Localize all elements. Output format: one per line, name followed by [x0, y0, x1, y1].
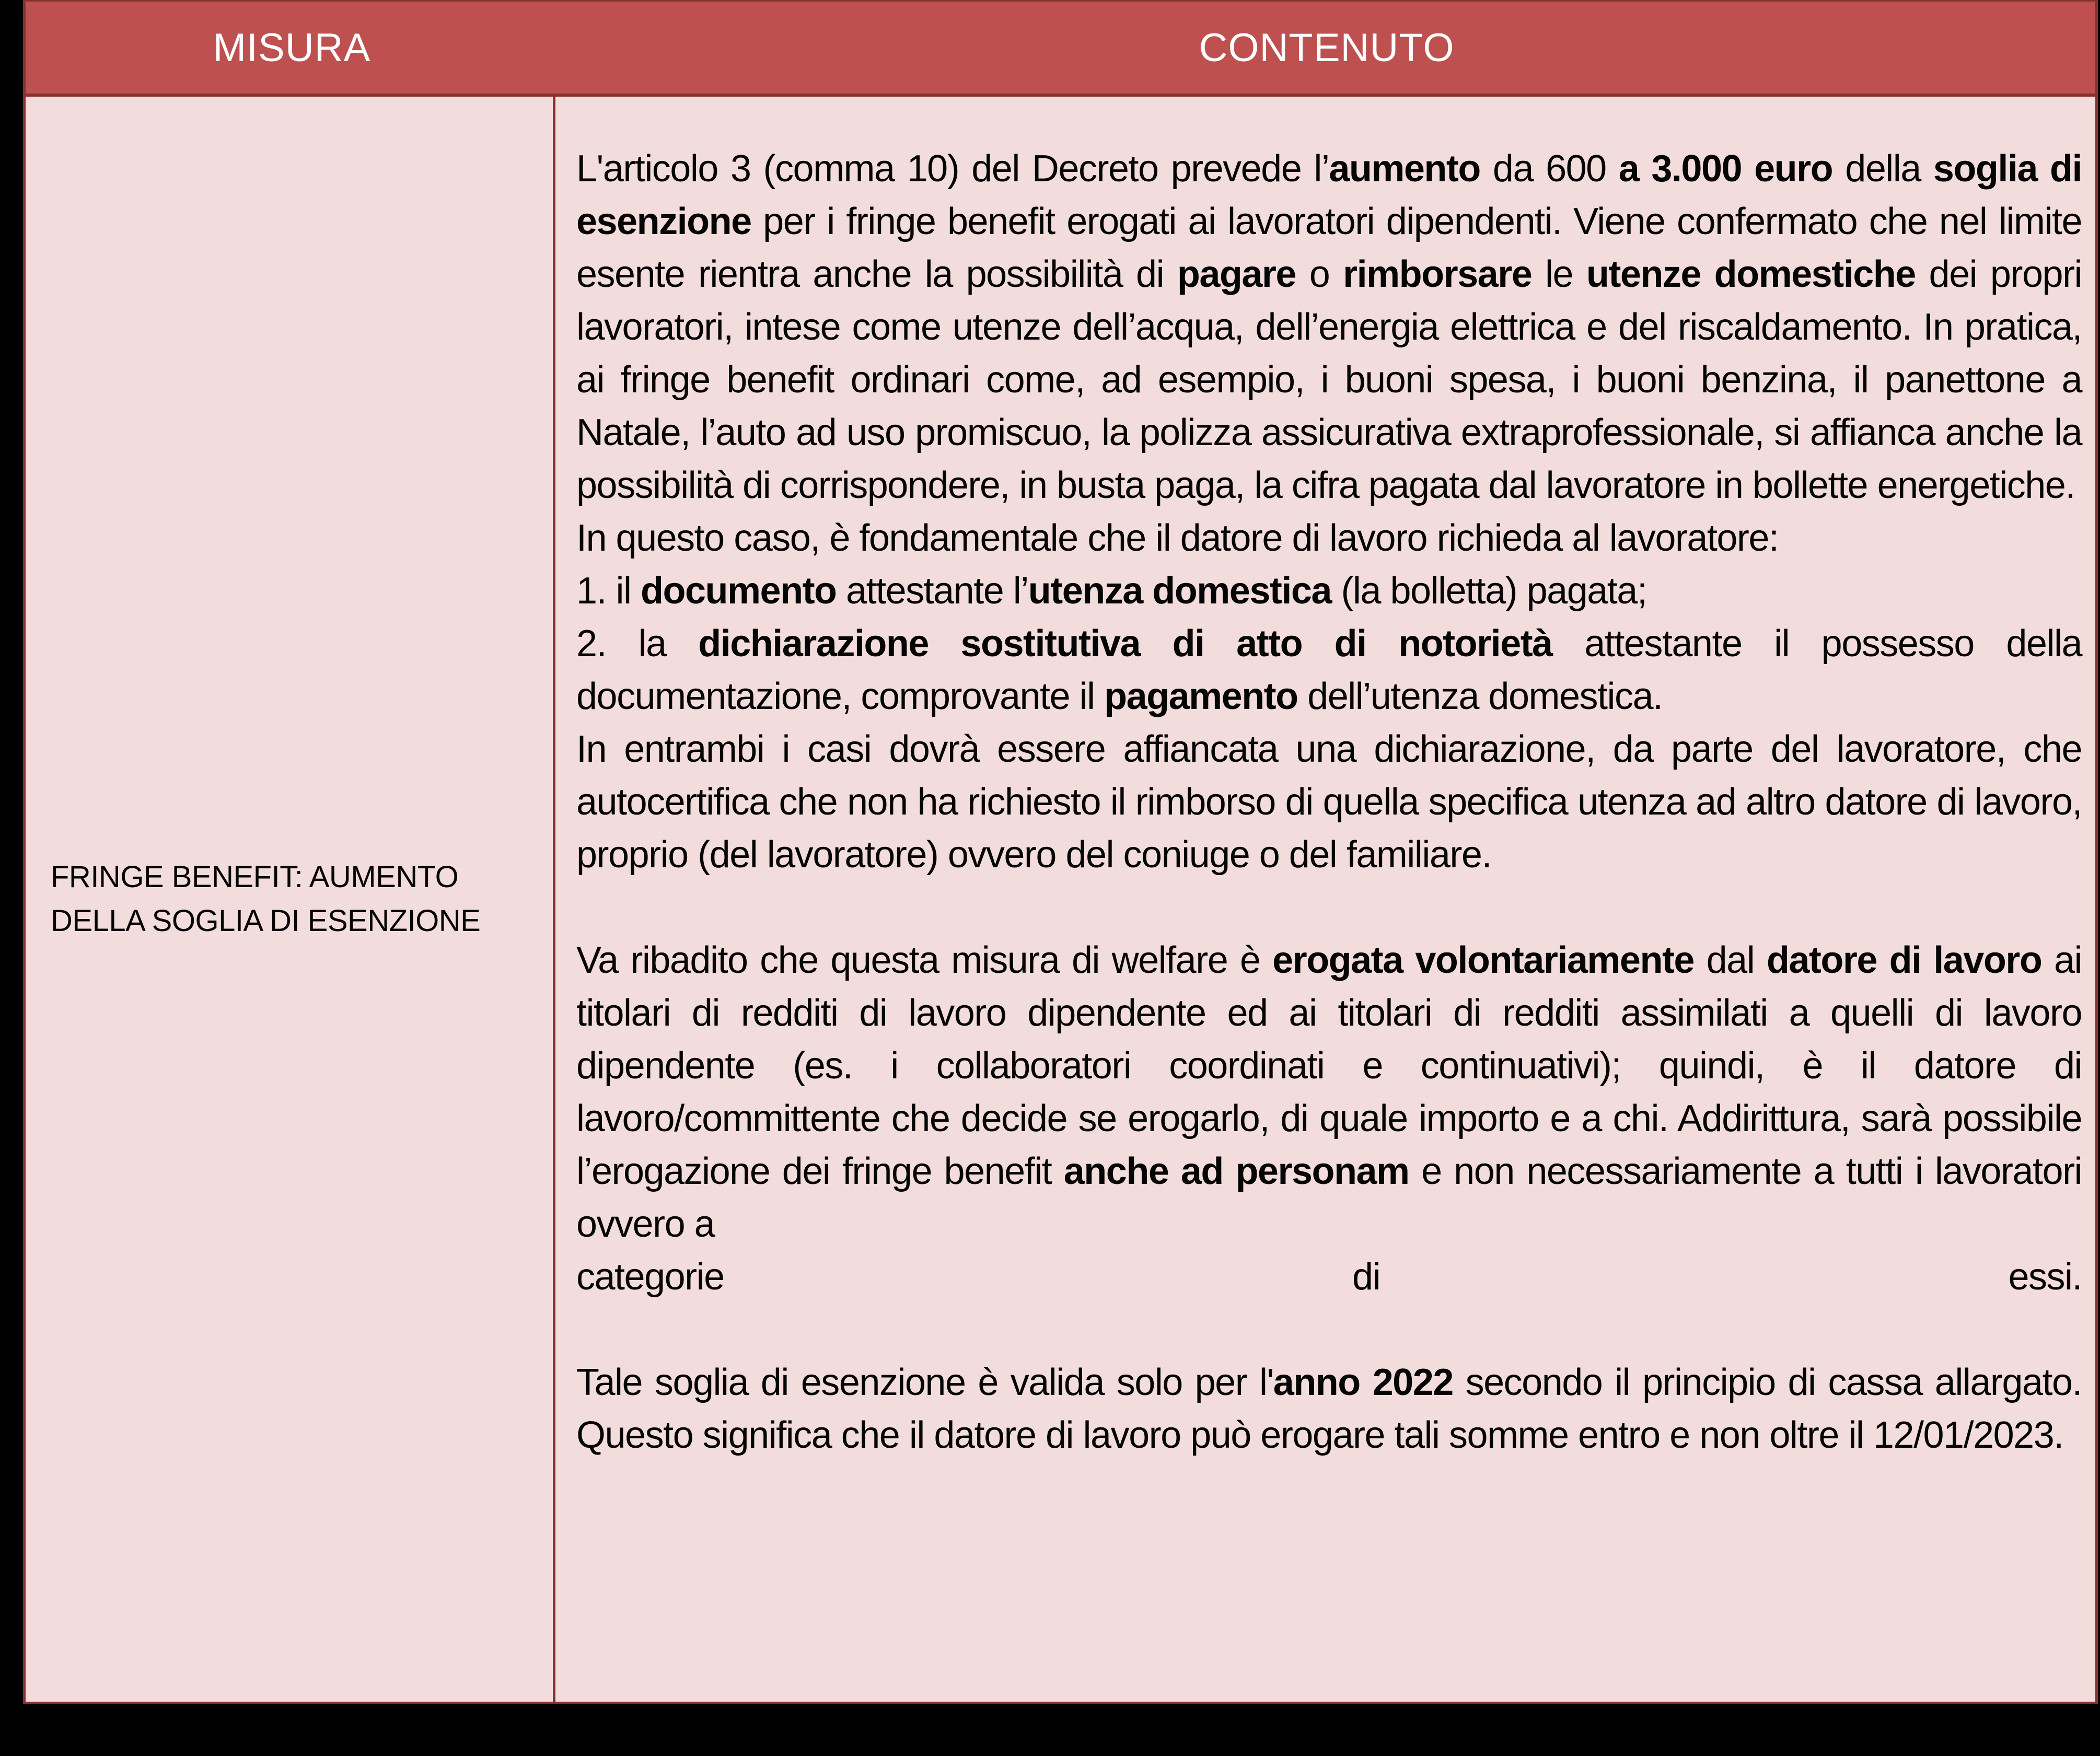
- bold-text-run: aumento: [1329, 148, 1480, 190]
- bold-text-run: a 3.000 euro: [1618, 148, 1833, 190]
- bold-text-run: dichiarazione sostitutiva di atto di notorietà: [698, 623, 1552, 665]
- text-run: Tale soglia di esenzione è valida solo per l': [576, 1362, 1273, 1403]
- text-run: 1. il: [576, 570, 641, 612]
- bold-text-run: datore di lavoro: [1766, 939, 2042, 981]
- text-run: e non necessariamente a tutti i lavoratori ovvero a: [576, 1150, 2082, 1245]
- blank-line: [576, 881, 2082, 934]
- text-run: In questo caso, è fondamentale che il datore di lavoro richieda al lavoratore:: [576, 517, 1779, 559]
- text-run: Va ribadito che questa misura di welfare è: [576, 939, 1273, 981]
- content-paragraph: [576, 1251, 2082, 1304]
- bold-text-run: anno 2022: [1273, 1362, 1453, 1403]
- content-paragraph: [576, 512, 2082, 565]
- text-run: categorie di essi.: [576, 1256, 2082, 1298]
- text-run: o: [1295, 253, 1343, 295]
- text-run: 2. la: [576, 623, 699, 665]
- text-run: L'articolo 3 (comma 10) del Decreto prevede l’: [576, 148, 1329, 190]
- bold-text-run: pagare: [1177, 253, 1296, 295]
- content-paragraph: [576, 934, 2082, 1251]
- bold-text-run: erogata volontariamente: [1272, 939, 1694, 981]
- content-paragraph: [576, 1356, 2082, 1462]
- text-run: dell’utenza domestica.: [1297, 676, 1663, 717]
- content-paragraph: [576, 565, 2082, 618]
- text-run: da 600: [1480, 148, 1619, 190]
- bold-text-run: anche ad personam: [1063, 1150, 1409, 1192]
- cell-misura: [26, 97, 555, 1702]
- text-run: secondo il principio di cassa allargato. Questo significa che il datore di lavoro può erogare tali somme entro e non oltre il 12/01/2023.: [576, 1362, 2082, 1456]
- table-header-row: [26, 2, 2095, 97]
- text-run: della: [1832, 148, 1933, 190]
- column-header-contenuto: CONTENUTO: [1199, 25, 1455, 70]
- text-run: In entrambi i casi dovrà essere affiancata una dichiarazione, da parte del lavoratore, che autocertifica che non ha richiesto il rimborso di quella specifica utenza ad altro datore di lavoro, proprio (del lavoratore) ovvero del coniuge o del familiare.: [576, 728, 2082, 876]
- text-run: (la bolletta) pagata;: [1331, 570, 1647, 612]
- bold-text-run: soglia di esenzione: [576, 148, 2082, 242]
- text-run: dal: [1693, 939, 1767, 981]
- misura-label: FRINGE BENEFIT: AUMENTO DELLA SOGLIA DI ESENZIONE: [51, 860, 481, 938]
- text-run: dei propri lavoratori, intese come utenze dell’acqua, dell’energia elettrica e del riscaldamento. In pratica, ai fringe benefit ordinari come, ad esempio, i buoni spesa, i buoni benzina, il panettone a Natale, l’auto ad uso promiscuo, la polizza assicurativa extraprofessionale, si affianca anche la possibilità di corrispondere, in busta paga, la cifra pagata dal lavoratore in bollette energetiche.: [576, 253, 2082, 506]
- bold-text-run: utenza domestica: [1028, 570, 1331, 612]
- bold-text-run: pagamento: [1104, 676, 1298, 717]
- text-run: attestante il possesso della documentazione, comprovante il: [576, 623, 2082, 717]
- text-run: attestante l’: [836, 570, 1028, 612]
- column-header-misura: MISURA: [213, 25, 371, 70]
- text-run: ai titolari di redditi di lavoro dipendente ed ai titolari di redditi assimilati a quelli di lavoro dipendente (es. i collaboratori coordinati e continuativi); quindi, è il datore di lavoro/committente che decide se erogarlo, di quale importo e a chi. Addirittura, sarà possibile l’erogazione dei fringe benefit: [576, 939, 2082, 1192]
- content-paragraph: [576, 618, 2082, 723]
- content-paragraph: [576, 723, 2082, 881]
- cell-contenuto: [555, 97, 2095, 1702]
- fringe-benefit-table: [23, 0, 2098, 1704]
- content-paragraph: [576, 143, 2082, 512]
- blank-line: [576, 1304, 2082, 1356]
- text-run: le: [1532, 253, 1586, 295]
- bold-text-run: rimborsare: [1343, 253, 1532, 295]
- bold-text-run: documento: [641, 570, 837, 612]
- bold-text-run: utenze domestiche: [1586, 253, 1916, 295]
- text-run: per i fringe benefit erogati ai lavoratori dipendenti. Viene confermato che nel limite esente rientra anche la possibilità di: [576, 201, 2082, 295]
- table-body-row: [26, 97, 2095, 1702]
